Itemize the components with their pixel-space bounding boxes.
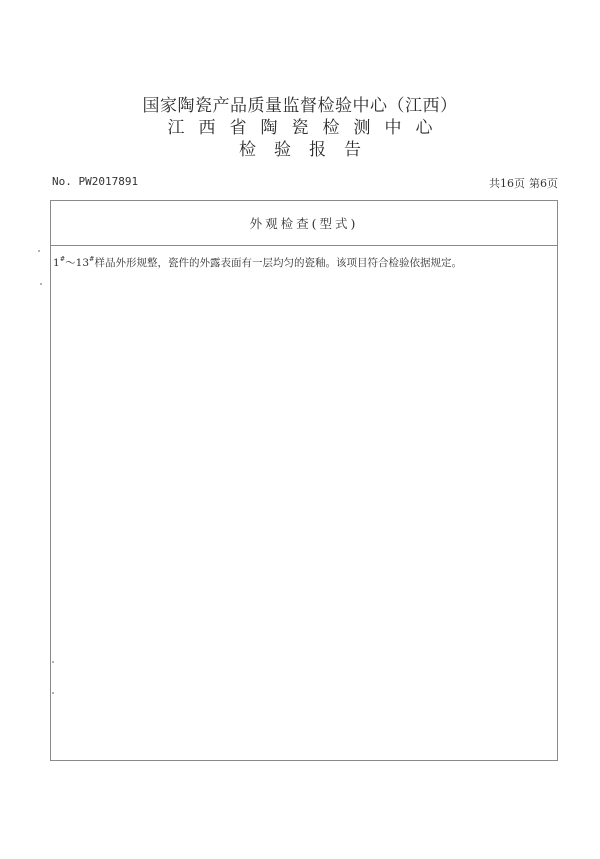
center-name-title: 国家陶瓷产品质量监督检验中心（江西） <box>142 96 458 116</box>
province-center-title: 江西省陶瓷检测中心 <box>167 118 447 138</box>
section-title: 外观检查(型式) <box>51 201 557 246</box>
sample-mark: # <box>89 255 95 263</box>
scan-speck <box>52 692 54 694</box>
range-separator: ～ <box>65 257 76 269</box>
scan-speck <box>52 661 54 663</box>
inspection-table <box>50 200 558 761</box>
scan-speck <box>40 283 42 285</box>
inspection-result-text <box>51 246 557 271</box>
report-header <box>0 95 600 161</box>
start-sample-number: 1 <box>53 257 60 269</box>
report-meta <box>52 175 558 191</box>
end-sample-number: 13 <box>75 257 90 269</box>
result-description: 样品外形规整，瓷件的外露表面有一层均匀的瓷釉。该项目符合检验依据规定。 <box>94 257 462 269</box>
scan-speck <box>38 250 40 252</box>
sample-mark: # <box>59 255 66 263</box>
current-page: 第6页 <box>529 177 558 190</box>
total-pages: 共16页 <box>489 177 525 190</box>
report-number: No. PW2017891 <box>52 175 139 188</box>
page-indicator <box>489 175 558 191</box>
report-title: 检验报告 <box>239 140 379 160</box>
